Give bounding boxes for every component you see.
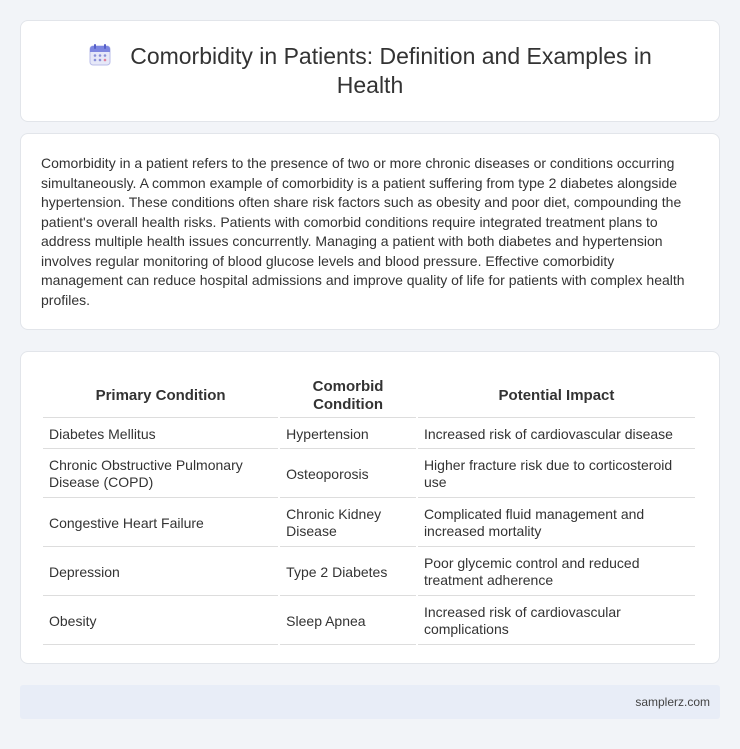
calendar-icon (88, 43, 112, 67)
intro-paragraph: Comorbidity in a patient refers to the presence of two or more chronic diseases or conditions occurring simultaneously. A common example of comorbidity is a patient suffering from type 2 diabetes alongside hypertension. These conditions often share risk factors such as obesity and poor diet, compounding the patient's overall health risks. Patients with comorbid conditions require integrated treatment plans to address multiple health issues concurrently. Managing a patient with both diabetes and hypertension involves regular monitoring of blood glucose levels and blood pressure. Effective comorbidity management can reduce hospital admissions and improve quality of life for patients with complex health profiles. (41, 155, 685, 308)
header-card (20, 20, 720, 122)
cell-impact: Poor glycemic control and reduced treatment adherence (418, 549, 695, 596)
cell-comorbid: Type 2 Diabetes (280, 549, 416, 596)
header-potential-impact: Potential Impact (418, 374, 695, 418)
cell-impact: Higher fracture risk due to corticosteroid use (418, 451, 695, 498)
page-title (61, 42, 679, 100)
footer-bar (20, 685, 720, 719)
cell-primary: Diabetes Mellitus (43, 420, 278, 449)
cell-impact: Increased risk of cardiovascular complications (418, 598, 695, 645)
table-row (43, 549, 695, 596)
header-primary-condition: Primary Condition (43, 374, 278, 418)
table-row (43, 500, 695, 547)
cell-impact: Increased risk of cardiovascular disease (418, 420, 695, 449)
intro-card (20, 133, 720, 330)
cell-primary: Depression (43, 549, 278, 596)
cell-comorbid: Osteoporosis (280, 451, 416, 498)
table-row (43, 451, 695, 498)
table-row (43, 598, 695, 645)
cell-comorbid: Chronic Kidney Disease (280, 500, 416, 547)
table-card (20, 351, 720, 664)
cell-primary: Chronic Obstructive Pulmonary Disease (COPD) (43, 451, 278, 498)
page-title-text: Comorbidity in Patients: Definition and Examples in Health (130, 43, 652, 98)
cell-impact: Complicated fluid management and increased mortality (418, 500, 695, 547)
cell-comorbid: Sleep Apnea (280, 598, 416, 645)
cell-primary: Congestive Heart Failure (43, 500, 278, 547)
header-comorbid-condition: Comorbid Condition (280, 374, 416, 418)
footer-site-link[interactable]: samplerz.com (635, 695, 710, 709)
comorbidity-table (41, 372, 697, 647)
cell-primary: Obesity (43, 598, 278, 645)
cell-comorbid: Hypertension (280, 420, 416, 449)
table-row (43, 420, 695, 449)
table-header-row (43, 374, 695, 418)
